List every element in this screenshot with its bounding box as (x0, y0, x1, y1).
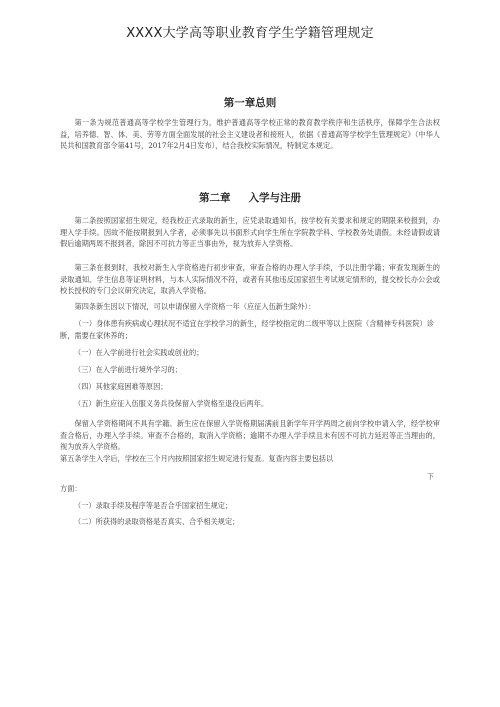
document-title: XXXX大学高等职业教育学生学籍管理规定 (126, 26, 374, 41)
article-1: 第一条为规范普通高等学校学生管理行为，维护普通高等学校正常的教育教学秩序和生活秩序，保障学生合法权益，培养德、智、体、美、劳等方面全面发展的社会主义建设者和接班人，依据《普通高等学校学生管理规定》（中华人民共和国教育部令第41号，2017年2月4日发布），结合我校实际情况，特制定本规定。 (60, 118, 440, 151)
article-5-item-2: （二）所获得的录取资格是否真实、合乎相关规定； (74, 517, 240, 526)
article-4-item-5: （五）新生应征入伍服义务兵役保留入学资格至退役后两年。 (74, 399, 269, 408)
article-4-intro: 第四条新生因以下情况，可以申请保留入学资格一年（应征入伍新生除外）： (74, 302, 316, 311)
article-3: 第三条在报到时，我校对新生入学资格进行初步审查，审查合格的办理入学手续，予以注册学籍；审查发现新生的录取通知、学生信息等证明材料，与本人实际情况不符，或者有其他违反国家招生考试规定情形的，提交校长办公会或校长授权的专门会议研究决定，取消入学资格。 (60, 263, 440, 296)
chapter-2-heading (0, 190, 500, 205)
article-2: 第二条按照国家招生规定，经我校正式录取的新生，应凭录取通知书，按学校有关要求和规定的期限来校报到，办理入学手续。因故不能按期报到入学者，必须事先以书面形式向学生所在学院教学科、学校教务处请假。未经请假或请假后逾期两周不报到者，除因不可抗力等正当事由外，视为放弃入学资格。 (60, 216, 440, 249)
article-5-intro: 第五条学生入学后，学校在三个月内按照国家招生规定进行复查。复查内容主要包括以 (60, 454, 334, 463)
article-4-item-1: （一）身体患有疾病或心理状况不适宜在学校学习的新生，经学校指定的二级甲等以上医院（含精神专科医院）诊断，需要在家休养的； (60, 319, 434, 340)
chapter-2-number: 第二章 (199, 192, 231, 204)
article-4-item-4: （四）其他家庭困难等原因； (74, 382, 168, 391)
article-4-note: 保留入学资格期间不具有学籍。新生应在保留入学资格期届满前且新学年开学两周之前向学校申请入学，经学校审查合格后，办理入学手续。审查不合格的，取消入学资格；逾期不办理入学手续且未有因不可抗力延迟等正当理由的，视为放弃入学资格。 (60, 419, 440, 452)
article-5-item-1: （一）录取手续及程序等是否合乎国家招生规定； (74, 501, 233, 510)
article-4-item-3: （三）在入学前进行境外学习的； (74, 365, 182, 374)
chapter-2-title: 入学与注册 (248, 192, 301, 204)
article-5-line-end: 下 (426, 472, 434, 481)
chapter-1-heading: 第一章总则 (223, 97, 277, 109)
article-5-continued: 方面： (60, 484, 82, 493)
article-4-item-2: （一）在入学前进行社会实践或创业的； (74, 348, 204, 357)
